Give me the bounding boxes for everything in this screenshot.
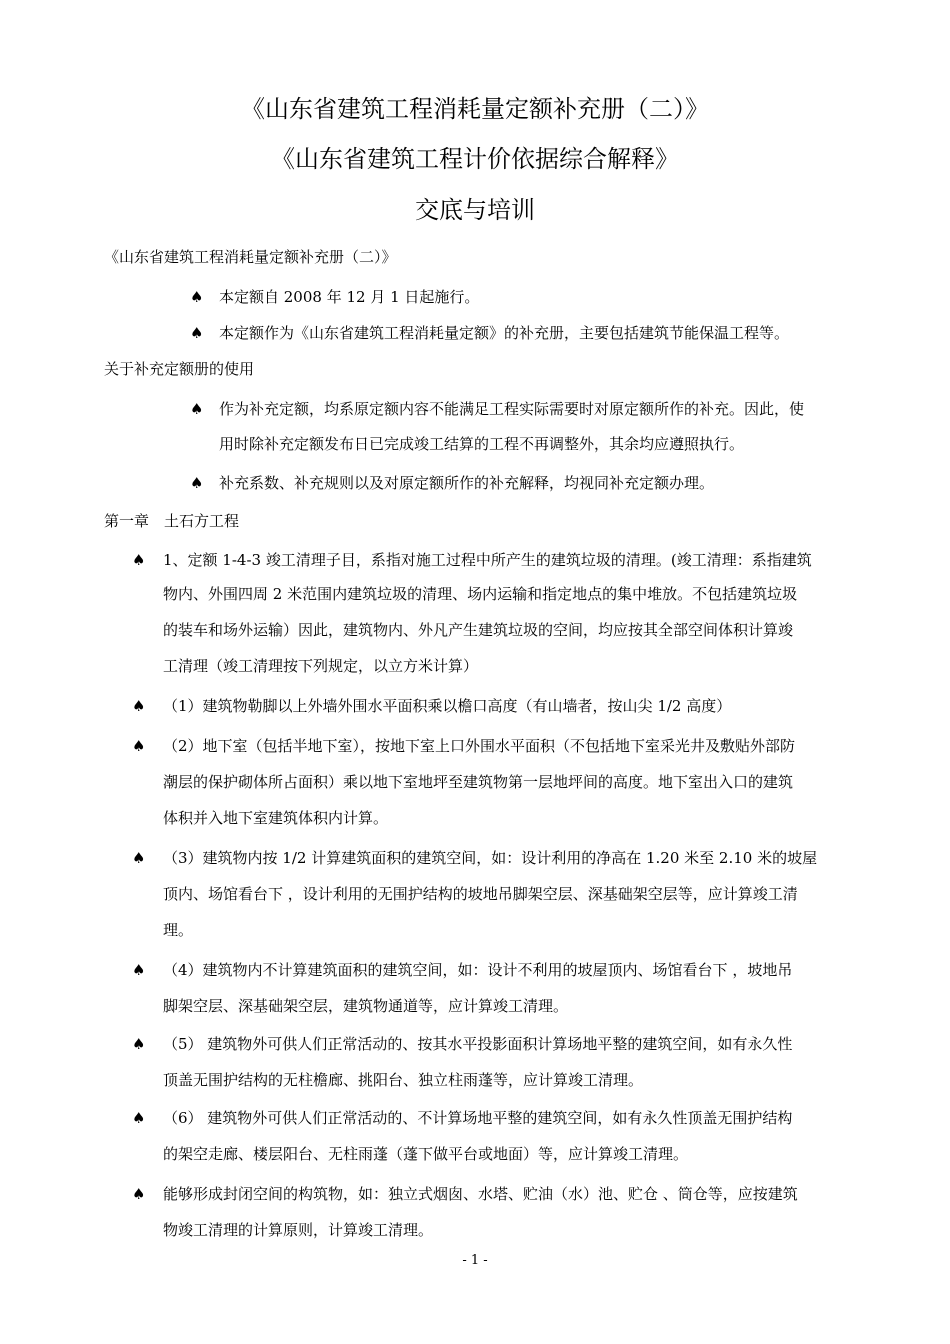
document-title-line-1: 《山东省建筑工程消耗量定额补充册（二）》 <box>241 95 709 123</box>
list-item-line: 1、定额 1-4-3 竣工清理子目，系指对施工过程中所产生的建筑垃圾的清理。(竣工清理：系指建筑 <box>163 551 812 569</box>
list-item-line: 作为补充定额，均系原定额内容不能满足工程实际需要时对原定额所作的补充。因此，使 <box>219 400 805 418</box>
chapter-heading: 第一章 土石方工程 <box>104 512 240 530</box>
spade-bullet-icon: ♠ <box>190 324 204 342</box>
spade-bullet-icon: ♠ <box>132 697 146 715</box>
list-item-line: （3）建筑物内按 1/2 计算建筑面积的建筑空间，如：设计利用的净高在 1.20 米至 2.10 米的坡屋 <box>163 849 818 867</box>
list-item-line: 体积并入地下室建筑体积内计算。 <box>163 809 389 827</box>
list-item-line: 顶盖无围护结构的无柱檐廊、挑阳台、独立柱雨蓬等，应计算竣工清理。 <box>163 1071 644 1089</box>
list-item-line: （5） 建筑物外可供人们正常活动的、按其水平投影面积计算场地平整的建筑空间，如有永久性 <box>163 1035 793 1053</box>
list-item-line: 能够形成封闭空间的构筑物，如：独立式烟囱、水塔、贮油（水）池、贮仓 、筒仓等，应按建筑 <box>163 1185 798 1203</box>
spade-bullet-icon: ♠ <box>132 737 146 755</box>
list-item-line: 工清理（竣工清理按下列规定，以立方米计算） <box>163 657 479 675</box>
section-heading-supplement: 《山东省建筑工程消耗量定额补充册（二）》 <box>104 248 397 266</box>
section-heading-usage: 关于补充定额册的使用 <box>104 360 255 378</box>
document-title-line-2: 《山东省建筑工程计价依据综合解释》 <box>271 145 679 173</box>
list-item-line: 用时除补充定额发布日已完成竣工结算的工程不再调整外，其余均应遵照执行。 <box>219 435 745 453</box>
list-item-line: 潮层的保护砌体所占面积）乘以地下室地坪至建筑物第一层地坪间的高度。地下室出入口的建筑 <box>163 773 794 791</box>
list-item-line: （1）建筑物勒脚以上外墙外围水平面积乘以檐口高度（有山墙者，按山尖 1/2 高度） <box>163 697 732 715</box>
list-item-line: 理。 <box>163 921 194 939</box>
list-item-line: 的装车和场外运输）因此，建筑物内、外凡产生建筑垃圾的空间，均应按其全部空间体积计算竣 <box>163 621 794 639</box>
list-item-line: 本定额自 2008 年 12 月 1 日起施行。 <box>219 288 480 306</box>
page-number: - 1 - <box>462 1253 488 1268</box>
document-title-line-3: 交底与培训 <box>415 196 535 224</box>
spade-bullet-icon: ♠ <box>132 1185 146 1203</box>
spade-bullet-icon: ♠ <box>132 961 146 979</box>
list-item-line: 物竣工清理的计算原则，计算竣工清理。 <box>163 1221 434 1239</box>
list-item-line: 补充系数、补充规则以及对原定额所作的补充解释，均视同补充定额办理。 <box>219 474 715 492</box>
list-item-line: 脚架空层、深基础架空层，建筑物通道等，应计算竣工清理。 <box>163 997 569 1015</box>
spade-bullet-icon: ♠ <box>132 849 146 867</box>
list-item-line: （6） 建筑物外可供人们正常活动的、不计算场地平整的建筑空间，如有永久性顶盖无围护结构 <box>163 1109 793 1127</box>
list-item-line: （4）建筑物内不计算建筑面积的建筑空间，如：设计不利用的坡屋顶内、场馆看台下 ，坡地吊 <box>163 961 793 979</box>
spade-bullet-icon: ♠ <box>190 288 204 306</box>
list-item-line: 的架空走廊、楼层阳台、无柱雨蓬（蓬下做平台或地面）等，应计算竣工清理。 <box>163 1145 689 1163</box>
list-item-line: 物内、外围四周 2 米范围内建筑垃圾的清理、场内运输和指定地点的集中堆放。不包括建筑垃圾 <box>163 585 798 603</box>
spade-bullet-icon: ♠ <box>190 400 204 418</box>
spade-bullet-icon: ♠ <box>132 1109 146 1127</box>
spade-bullet-icon: ♠ <box>190 474 204 492</box>
list-item-line: 本定额作为《山东省建筑工程消耗量定额》的补充册，主要包括建筑节能保温工程等。 <box>219 324 790 342</box>
list-item-line: 顶内、场馆看台下 ，设计利用的无围护结构的坡地吊脚架空层、深基础架空层等，应计算竣工清 <box>163 885 798 903</box>
spade-bullet-icon: ♠ <box>132 1035 146 1053</box>
list-item-line: （2）地下室（包括半地下室），按地下室上口外围水平面积（不包括地下室采光井及敷贴外部防 <box>163 737 796 755</box>
spade-bullet-icon: ♠ <box>132 551 146 569</box>
